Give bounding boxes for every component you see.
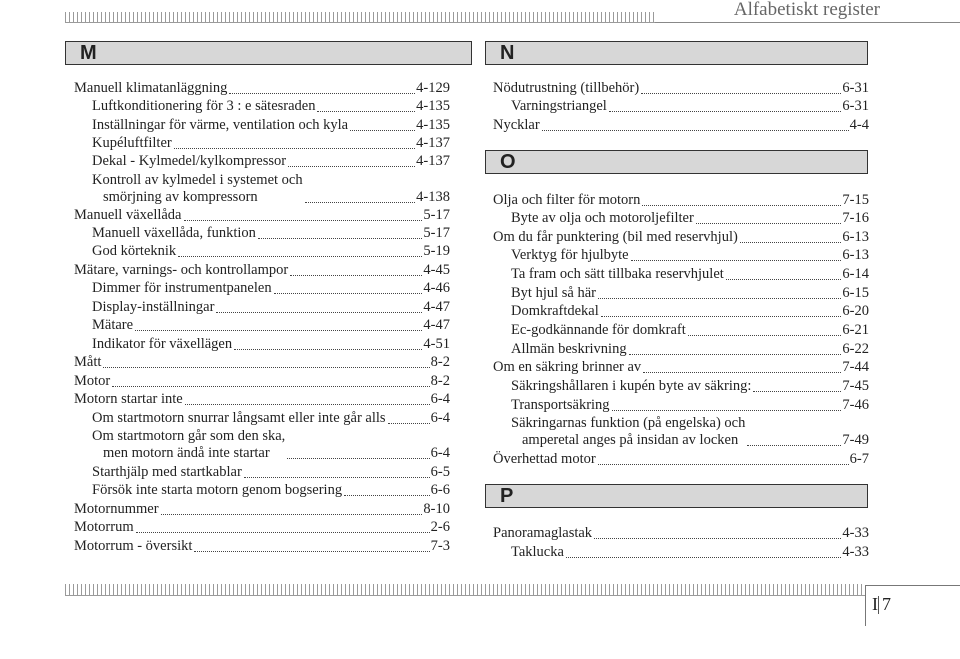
index-entry: Varningstriangel 6-31 bbox=[511, 98, 869, 114]
index-entry: Om startmotorn snurrar långsamt eller inte går alls 6-4 bbox=[92, 410, 450, 426]
index-entry: Motorrum 2-6 bbox=[74, 519, 450, 535]
index-entry: Luftkonditionering för 3 : e sätesraden 4-135 bbox=[92, 98, 450, 114]
index-entry: Motor 8-2 bbox=[74, 373, 450, 389]
index-entry: Inställningar för värme, ventilation och kyla 4-135 bbox=[92, 117, 450, 133]
section-letter: O bbox=[500, 151, 516, 173]
index-entry: Kupéluftfilter 4-137 bbox=[92, 135, 450, 151]
section-header-p bbox=[485, 484, 868, 508]
index-entry: Ec-godkännande för domkraft 6-21 bbox=[511, 322, 869, 338]
index-entry: Manuell klimatanläggning 4-129 bbox=[74, 80, 450, 96]
index-entry: Motorn startar inte 6-4 bbox=[74, 391, 450, 407]
index-entry: Om en säkring brinner av 7-44 bbox=[493, 359, 869, 375]
section-header-n bbox=[485, 41, 868, 65]
index-entry: Överhettad motor 6-7 bbox=[493, 451, 869, 467]
index-entry: Transportsäkring 7-46 bbox=[511, 397, 869, 413]
index-entry: Byte av olja och motoroljefilter 7-16 bbox=[511, 210, 869, 226]
index-entry: Mått 8-2 bbox=[74, 354, 450, 370]
index-entry: Byt hjul så här 6-15 bbox=[511, 285, 869, 301]
index-entry: Om startmotorn går som den ska, men motorn ändå inte startar 6-4 bbox=[92, 428, 450, 461]
index-entry: Om du får punktering (bil med reservhjul) 6-13 bbox=[493, 229, 869, 245]
index-entry: Dekal - Kylmedel/kylkompressor 4-137 bbox=[92, 153, 450, 169]
index-entry: Dimmer för instrumentpanelen 4-46 bbox=[92, 280, 450, 296]
index-entry: Nödutrustning (tillbehör) 6-31 bbox=[493, 80, 869, 96]
index-entry: Ta fram och sätt tillbaka reservhjulet 6-14 bbox=[511, 266, 869, 282]
header-rule-line bbox=[65, 22, 655, 23]
index-entry: Mätare, varnings- och kontrollampor 4-45 bbox=[74, 262, 450, 278]
index-entry: Display-inställningar 4-47 bbox=[92, 299, 450, 315]
section-letter: M bbox=[80, 42, 97, 64]
section-header-o bbox=[485, 150, 868, 174]
index-entry: God körteknik 5-19 bbox=[92, 243, 450, 259]
section-letter: N bbox=[500, 42, 515, 64]
index-entry: Nycklar 4-4 bbox=[493, 117, 869, 133]
index-entry: Olja och filter för motorn 7-15 bbox=[493, 192, 869, 208]
chapter-label: I bbox=[872, 594, 878, 614]
index-entry: Verktyg för hjulbyte 6-13 bbox=[511, 247, 869, 263]
index-entry: Indikator för växellägen 4-51 bbox=[92, 336, 450, 352]
index-entry: Allmän beskrivning 6-22 bbox=[511, 341, 869, 357]
index-entry: Säkringshållaren i kupén byte av säkring: 7-45 bbox=[511, 378, 869, 394]
index-entry: Manuell växellåda 5-17 bbox=[74, 207, 450, 223]
footer-rule-line bbox=[65, 595, 865, 596]
page-number: 7 bbox=[882, 594, 891, 614]
section-letter: P bbox=[500, 485, 514, 507]
page-number-box bbox=[865, 585, 960, 626]
index-entry: Kontroll av kylmedel i systemet och smörjning av kompressorn 4-138 bbox=[92, 172, 450, 205]
index-entry: Manuell växellåda, funktion 5-17 bbox=[92, 225, 450, 241]
header-rule bbox=[65, 12, 655, 22]
index-entry: Försök inte starta motorn genom bogsering 6-6 bbox=[92, 482, 450, 498]
index-entry: Panoramaglastak 4-33 bbox=[493, 525, 869, 541]
section-header-m bbox=[65, 41, 472, 65]
index-entry: Domkraftdekal 6-20 bbox=[511, 303, 869, 319]
index-entry: Mätare 4-47 bbox=[92, 317, 450, 333]
page-number-divider bbox=[878, 596, 879, 614]
index-entry: Starthjälp med startkablar 6-5 bbox=[92, 464, 450, 480]
page-title: Alfabetiskt register bbox=[733, 0, 880, 20]
index-entry: Motorrum - översikt 7-3 bbox=[74, 538, 450, 554]
index-entry: Motornummer 8-10 bbox=[74, 501, 450, 517]
index-entry: Taklucka 4-33 bbox=[511, 544, 869, 560]
index-entry: Säkringarnas funktion (på engelska) och amperetal anges på insidan av locken 7-49 bbox=[511, 415, 869, 448]
